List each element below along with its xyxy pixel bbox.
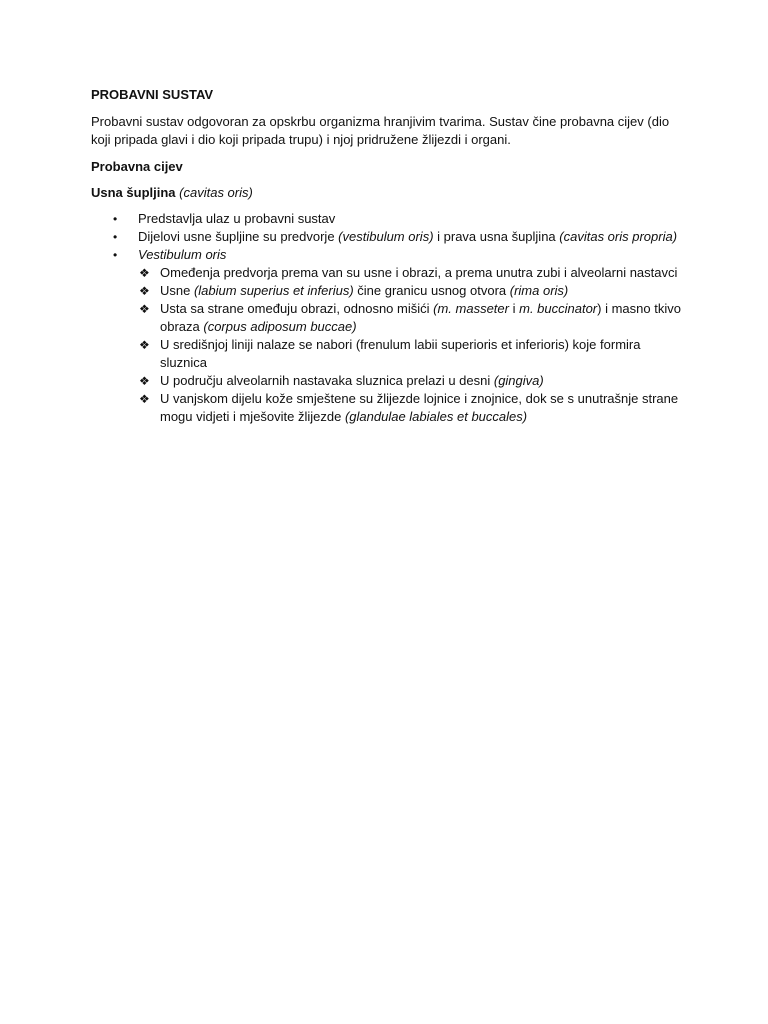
intro-paragraph: Probavni sustav odgovoran za opskrbu organizma hranjivim tvarima. Sustav čine probavna cijev (dio koji pripada glavi i dio koji pripada trupu) i njoj pridružene žlijezdi i organi. bbox=[91, 114, 670, 147]
sub-list-item bbox=[91, 300, 691, 336]
list-item-latin: (cavitas oris propria) bbox=[559, 229, 678, 244]
sub-list-item bbox=[91, 372, 691, 390]
sub-list-item-latin: m. buccinator bbox=[519, 301, 598, 316]
diamond-bullet-icon: ❖ bbox=[139, 284, 150, 298]
sub-bullet-list bbox=[91, 264, 691, 426]
bullet-icon: • bbox=[113, 212, 118, 226]
document-title: PROBAVNI SUSTAV bbox=[91, 87, 214, 102]
sub-list-item-text: U središnjoj liniji nalaze se nabori (frenulum labii superioris et inferioris) koje formira sluznica bbox=[160, 337, 641, 370]
sub-list-item-text: čine granicu usnog otvora bbox=[353, 283, 510, 298]
sub-list-item-text: U području alveolarnih nastavaka sluznica prelazi u desni bbox=[160, 373, 494, 388]
bullet-icon: • bbox=[113, 230, 118, 244]
sub-list-item-latin: (corpus adiposum buccae) bbox=[203, 319, 357, 334]
sub-list-item-latin: (gingiva) bbox=[493, 373, 544, 388]
subheading bbox=[91, 184, 691, 202]
sub-list-item-text: Omeđenja predvorja prema van su usne i obrazi, a prema unutra zubi i alveolarni nastavci bbox=[160, 265, 678, 280]
diamond-bullet-icon: ❖ bbox=[139, 266, 150, 280]
list-item-latin: (vestibulum oris) bbox=[338, 229, 434, 244]
section-heading: Probavna cijev bbox=[91, 159, 183, 174]
sub-list-item bbox=[91, 336, 691, 372]
list-item bbox=[91, 246, 691, 264]
sub-list-item bbox=[91, 390, 691, 426]
sub-list-item-text: ) i masno tkivo obraza bbox=[160, 301, 681, 334]
sub-list-item-latin: (rima oris) bbox=[509, 283, 569, 298]
list-item-text: Dijelovi usne šupljine su predvorje bbox=[138, 229, 339, 244]
list-item-latin: Vestibulum oris bbox=[138, 247, 227, 262]
sub-list-item-latin: (labium superius et inferius) bbox=[193, 283, 354, 298]
subheading-latin: (cavitas oris) bbox=[179, 185, 253, 200]
sub-list-item-latin: (m. masseter bbox=[433, 301, 509, 316]
diamond-bullet-icon: ❖ bbox=[139, 338, 150, 352]
bullet-icon: • bbox=[113, 248, 118, 262]
diamond-bullet-icon: ❖ bbox=[139, 392, 150, 406]
bullet-list bbox=[91, 210, 691, 264]
sub-list-item-latin: (glandulae labiales et buccales) bbox=[344, 409, 528, 424]
diamond-bullet-icon: ❖ bbox=[139, 302, 150, 316]
list-item bbox=[91, 228, 691, 246]
list-item bbox=[91, 210, 691, 228]
document-body bbox=[91, 86, 691, 426]
sub-list-item bbox=[91, 282, 691, 300]
sub-list-item-text: Usne bbox=[160, 283, 194, 298]
subheading-bold: Usna šupljina bbox=[91, 185, 176, 200]
sub-list-item-text: U vanjskom dijelu kože smještene su žlijezde lojnice i znojnice, dok se s unutrašnje strane mogu vidjeti i mješovite žlijezde bbox=[160, 391, 679, 424]
diamond-bullet-icon: ❖ bbox=[139, 374, 150, 388]
list-item-text: i prava usna šupljina bbox=[433, 229, 560, 244]
sub-list-item-text: i bbox=[508, 301, 520, 316]
sub-list-item bbox=[91, 264, 691, 282]
sub-list-item-text: Usta sa strane omeđuju obrazi, odnosno mišići bbox=[160, 301, 434, 316]
list-item-text: Predstavlja ulaz u probavni sustav bbox=[138, 211, 336, 226]
